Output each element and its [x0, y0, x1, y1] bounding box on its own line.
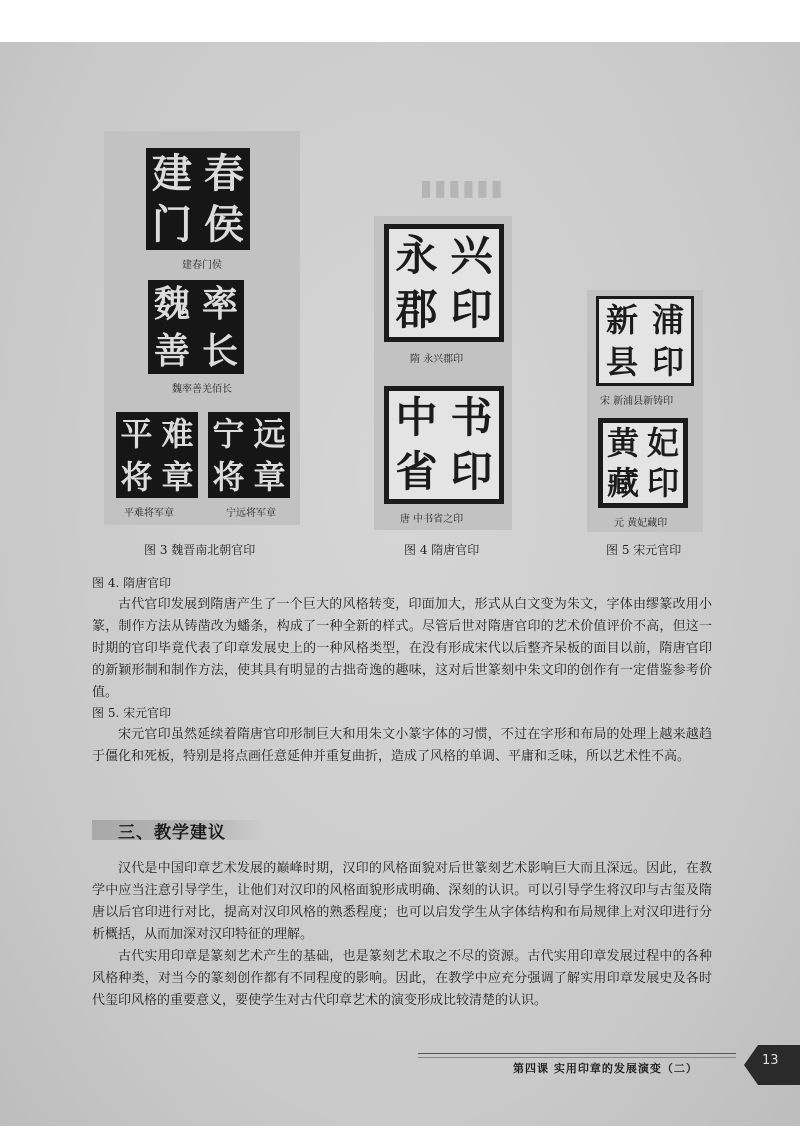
teaching-paragraph-2: 古代实用印章是篆刻艺术产生的基础，也是篆刻艺术取之不尽的资源。古代实用印章发展过程中的各种风格种类，对当今的篆刻创作都有不同程度的影响。因此，在教学中应充分强调了解实用印章发展史及各时代玺印风格的重要意义，要使学生对古代印章艺术的演变形成比较清楚的认识。	[92, 949, 712, 1008]
seal-glyph: 省	[395, 447, 438, 496]
seal-glyph: 章	[253, 457, 286, 496]
fig5-paragraph: 宋元官印虽然延续着隋唐官印形制巨大和用朱文小篆字体的习惯，不过在字形和布局的处理上越来越趋于僵化和死板，特别是将点画任意延伸并重复曲折，造成了风格的单调、平庸和乏味，所以艺术性不高。	[92, 727, 712, 764]
seal-glyph: 将	[120, 457, 153, 496]
seal-glyph: 印	[450, 285, 493, 334]
seal-caption: 元 黄妃藏印	[614, 518, 668, 529]
seal-glyph: 书	[450, 393, 493, 442]
seal-glyph: 平	[120, 414, 153, 453]
seal-glyph: 远	[253, 414, 286, 453]
seal-glyph: 宁	[212, 414, 245, 453]
seal-glyph: 侯	[204, 200, 244, 248]
seal-glyph: 县	[605, 343, 638, 381]
section-title: 三、教学建议	[118, 823, 226, 843]
seal-glyph: 中	[395, 393, 438, 442]
seal-glyph: 浦	[651, 301, 684, 339]
seal-huangfei-cangyin	[598, 418, 688, 508]
teaching-paragraph-1: 汉代是中国印章艺术发展的巅峰时期，汉印的风格面貌对后世篆刻艺术影响巨大而且深远。因此，在教学中应当注意引导学生，让他们对汉印的风格面貌形成明确、深刻的认识。可以引导学生将汉印与古玺及隋唐以后官印进行对比，提高对汉印风格的熟悉程度；也可以启发学生从字体结构和布局规律上对汉印进行分析概括，从而加深对汉印特征的理解。	[92, 861, 712, 942]
footer-rule	[418, 1057, 736, 1058]
seal-caption: 宋 新浦县新铸印	[600, 396, 674, 407]
seal-caption: 平难将军章	[124, 508, 174, 519]
seal-glyph: 难	[161, 414, 194, 453]
seal-ningyuan-jiangjun	[208, 412, 290, 498]
seal-pingnan-jiangjun	[116, 412, 198, 498]
seal-yongxing-junyin	[384, 224, 504, 342]
seal-caption: 建春门侯	[182, 260, 222, 271]
seal-glyph: 章	[161, 457, 194, 496]
seal-glyph: 印	[646, 464, 679, 502]
seal-caption: 唐 中书省之印	[400, 514, 464, 525]
seal-glyph: 妃	[646, 424, 679, 462]
footer-rule	[418, 1053, 736, 1054]
seal-glyph: 郡	[395, 285, 438, 334]
seal-glyph: 黄	[606, 424, 639, 462]
fig4-paragraph: 古代官印发展到隋唐产生了一个巨大的风格转变，印面加大，形式从白文变为朱文，字体由缪篆改用小篆，制作方法从铸凿改为蟠条，构成了一种全新的样式。尽管后世对隋唐官印的艺术价值评价不高，但这一时期的官印毕竟代表了印章发展史上的一种风格类型，在没有形成宋代以后整齐呆板的面目以前，隋唐官印的新颖形制和制作方法，使其具有明显的古拙奇逸的趣味，这对后世篆刻中朱文印的创作有一定借鉴参考价值。	[92, 597, 712, 700]
seal-glyph: 春	[204, 149, 244, 197]
bleed-through-shadow: ▮▮▮▮▮▮	[420, 176, 505, 201]
chapter-running-title: 第四课 实用印章的发展演变（二）	[513, 1062, 698, 1075]
seal-glyph: 印	[450, 447, 493, 496]
fig5-subheading: 图 5. 宋元官印	[92, 706, 172, 720]
seal-glyph: 善	[153, 329, 190, 372]
figure-4-caption: 图 4 隋唐官印	[404, 543, 480, 557]
page-number: 13	[762, 1053, 779, 1068]
seal-wei-shuaishan-qiang-baizhang	[148, 280, 244, 374]
seal-glyph: 印	[651, 343, 684, 381]
seal-zhongshusheng-zhiyin	[384, 386, 504, 504]
seal-caption: 魏率善羌佰长	[172, 384, 232, 395]
seal-jianchun-menhou	[146, 148, 250, 250]
seal-caption: 宁远将军章	[226, 508, 276, 519]
figure-5-caption: 图 5 宋元官印	[606, 543, 682, 557]
seal-glyph: 将	[212, 457, 245, 496]
seal-glyph: 建	[152, 149, 192, 197]
fig4-subheading: 图 4. 隋唐官印	[92, 576, 172, 590]
seal-glyph: 永	[395, 231, 438, 280]
seal-glyph: 长	[201, 329, 238, 372]
seal-caption: 隋 永兴郡印	[410, 354, 464, 365]
seal-glyph: 率	[201, 282, 238, 325]
seal-glyph: 门	[152, 200, 192, 248]
seal-glyph: 兴	[450, 231, 493, 280]
seal-glyph: 新	[605, 301, 638, 339]
seal-glyph: 魏	[153, 282, 190, 325]
seal-xinpu-xian-xinzhuyin	[596, 296, 694, 386]
figure-3-caption: 图 3 魏晋南北朝官印	[144, 543, 256, 557]
seal-glyph: 藏	[606, 464, 639, 502]
